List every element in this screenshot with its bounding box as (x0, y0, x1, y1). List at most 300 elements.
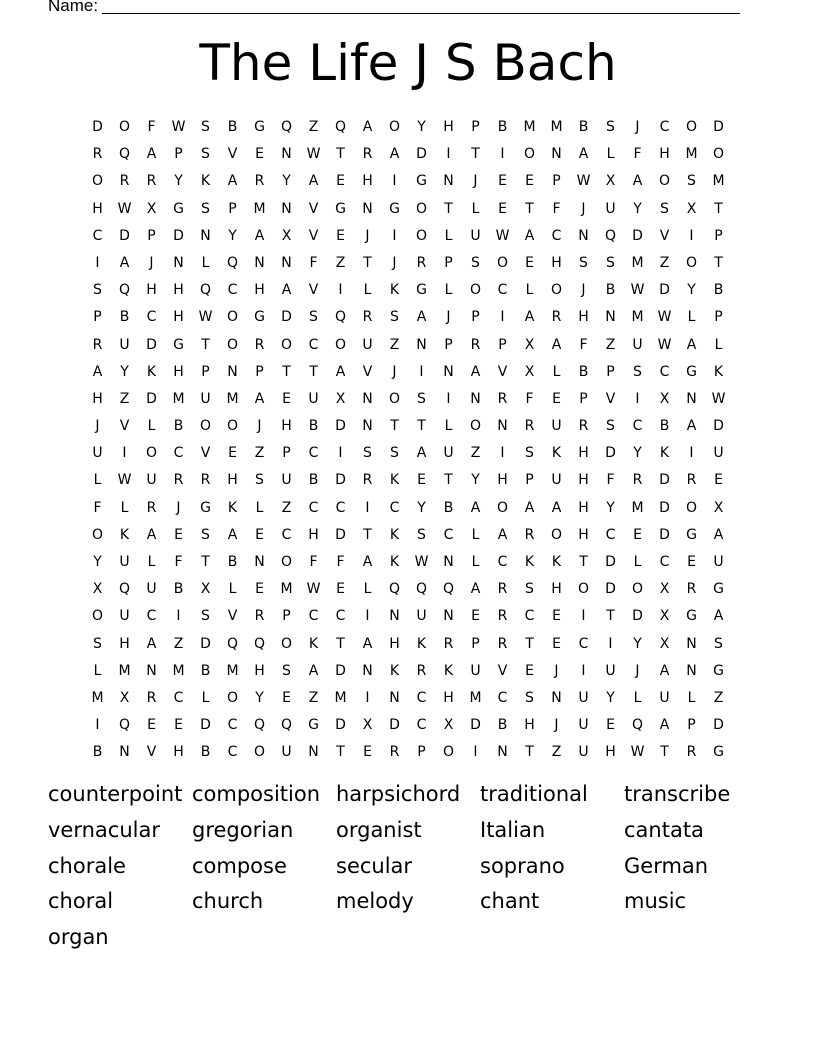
grid-letter: H (173, 363, 184, 380)
grid-letter: I (581, 662, 586, 679)
grid-letter: K (389, 472, 400, 489)
grid-letter: L (363, 282, 372, 299)
grid-letter: X (362, 717, 373, 734)
grid-letter: X (659, 608, 670, 625)
grid-letter: Z (119, 390, 130, 407)
grid-letter: Q (442, 581, 455, 598)
grid-letter: W (657, 336, 672, 353)
grid-letter: H (578, 526, 589, 543)
grid-letter: H (659, 146, 670, 163)
grid-letter: H (578, 472, 589, 489)
grid-letter: A (497, 526, 508, 543)
grid-letter: L (687, 689, 696, 706)
grid-letter: M (550, 119, 563, 135)
grid-letter: D (92, 119, 103, 135)
grid-letter: Z (173, 635, 184, 652)
grid-letter: C (308, 336, 319, 353)
grid-letter: X (659, 390, 670, 407)
grid-letter: H (524, 717, 535, 734)
grid-letter: K (389, 526, 400, 543)
grid-letter: E (714, 472, 723, 489)
grid-letter: P (498, 336, 507, 353)
grid-letter: V (227, 608, 238, 625)
grid-letter: O (496, 499, 509, 516)
grid-letter: A (524, 227, 535, 244)
grid-row (84, 440, 732, 467)
grid-letter: B (173, 418, 184, 435)
grid-letter: G (416, 173, 427, 190)
grid-letter: D (335, 717, 346, 734)
grid-letter: A (470, 581, 481, 598)
grid-letter: D (200, 635, 211, 652)
grid-letter: L (471, 554, 480, 570)
grid-letter: E (417, 472, 426, 489)
grid-letter: N (200, 227, 211, 244)
grid-letter: A (146, 146, 157, 163)
grid-letter: Q (388, 581, 401, 598)
grid-letter: C (92, 227, 103, 244)
grid-letter: L (363, 581, 372, 598)
grid-letter: J (554, 662, 559, 679)
grid-letter: H (119, 635, 130, 652)
grid-row (84, 304, 732, 331)
grid-letter: F (336, 554, 345, 570)
grid-letter: X (524, 336, 535, 353)
grid-letter: B (200, 744, 211, 761)
grid-letter: T (336, 744, 345, 761)
grid-letter: U (551, 418, 562, 435)
grid-letter: Q (199, 282, 212, 299)
grid-letter: O (226, 418, 239, 435)
grid-letter: R (497, 390, 508, 407)
grid-letter: P (417, 744, 426, 761)
grid-letter: L (525, 282, 534, 299)
grid-row (84, 359, 732, 386)
grid-letter: S (93, 635, 102, 652)
grid-letter: O (145, 445, 158, 462)
grid-letter: O (91, 173, 104, 190)
grid-letter: Q (334, 119, 347, 135)
grid-letter: O (685, 254, 698, 271)
grid-letter: S (606, 119, 615, 135)
grid-letter: J (554, 717, 559, 734)
grid-letter: X (200, 581, 211, 598)
word-list-item: transcribe (624, 782, 731, 806)
grid-letter: S (660, 200, 669, 217)
grid-letter: Q (118, 146, 131, 163)
grid-letter: X (119, 689, 130, 706)
grid-letter: H (578, 445, 589, 462)
grid-letter: G (389, 200, 400, 217)
grid-letter: M (280, 581, 293, 598)
grid-letter: N (416, 336, 427, 353)
grid-letter: X (524, 363, 535, 380)
grid-letter: O (91, 608, 104, 625)
grid-letter: I (473, 744, 478, 761)
grid-letter: A (686, 418, 697, 435)
grid-letter: K (551, 554, 562, 570)
grid-letter: P (606, 363, 615, 380)
grid-letter: Z (470, 445, 481, 462)
grid-letter: R (92, 146, 103, 163)
grid-letter: O (712, 146, 725, 163)
grid-letter: T (201, 336, 210, 353)
grid-letter: W (171, 119, 186, 135)
grid-letter: G (713, 744, 724, 761)
grid-letter: G (416, 282, 427, 299)
grid-letter: R (416, 662, 427, 679)
word-list-item: composition (192, 782, 321, 806)
grid-letter: D (281, 309, 292, 326)
name-field (48, 0, 740, 16)
grid-letter: W (117, 472, 132, 489)
grid-letter: D (605, 581, 616, 598)
grid-letter: A (632, 173, 643, 190)
grid-letter: X (92, 581, 103, 598)
grid-letter: T (471, 146, 480, 163)
grid-letter: K (146, 363, 157, 380)
grid-letter: U (551, 472, 562, 489)
grid-letter: A (335, 363, 346, 380)
grid-row (84, 168, 732, 195)
grid-letter: M (334, 689, 347, 706)
word-list-item: chorale (48, 853, 126, 878)
grid-letter: S (201, 608, 210, 625)
word-list-item: vernacular (48, 817, 160, 842)
grid-letter: O (415, 200, 428, 217)
grid-letter: X (659, 635, 670, 652)
grid-letter: S (714, 635, 723, 652)
grid-letter: R (362, 146, 373, 163)
grid-letter: C (659, 363, 670, 380)
grid-letter: F (309, 254, 318, 271)
grid-letter: E (552, 635, 561, 652)
grid-letter: B (227, 119, 238, 135)
grid-letter: S (525, 581, 534, 598)
grid-letter: Q (631, 717, 644, 734)
grid-letter: H (254, 662, 265, 679)
grid-letter: H (146, 282, 157, 299)
grid-letter: P (579, 390, 588, 407)
grid-letter: T (714, 200, 723, 217)
grid-letter: T (714, 254, 723, 271)
grid-letter: F (552, 200, 561, 217)
grid-letter: S (471, 254, 480, 271)
grid-letter: S (687, 173, 696, 190)
word-list-item: traditional (480, 782, 588, 806)
grid-letter: T (444, 200, 453, 217)
grid-letter: H (551, 581, 562, 598)
grid-letter: D (470, 717, 481, 734)
grid-letter: A (551, 336, 562, 353)
grid-letter: A (470, 499, 481, 516)
grid-letter: N (173, 254, 184, 271)
grid-letter: I (635, 390, 640, 407)
grid-row (84, 413, 732, 440)
grid-letter: R (254, 608, 265, 625)
grid-letter: L (255, 499, 264, 516)
grid-letter: C (659, 119, 670, 135)
grid-letter: N (281, 254, 292, 271)
grid-letter: C (389, 499, 400, 516)
grid-letter: E (255, 526, 264, 543)
grid-letter: C (497, 689, 508, 706)
grid-letter: P (471, 309, 480, 326)
grid-letter: L (147, 554, 156, 570)
grid-letter: N (551, 689, 562, 706)
grid-letter: S (201, 526, 210, 543)
grid-letter: I (392, 173, 397, 190)
grid-letter: X (335, 390, 346, 407)
grid-letter: S (633, 363, 642, 380)
grid-letter: H (281, 418, 292, 435)
grid-letter: K (308, 635, 319, 652)
grid-letter: Y (633, 635, 642, 652)
grid-letter: D (659, 499, 670, 516)
grid-letter: F (93, 499, 102, 516)
grid-letter: J (635, 662, 640, 679)
grid-letter: O (199, 418, 212, 435)
grid-letter: S (525, 445, 534, 462)
grid-letter: M (91, 689, 104, 706)
grid-letter: P (201, 363, 210, 380)
name-label: Name: (48, 0, 99, 15)
grid-letter: P (525, 472, 534, 489)
grid-letter: P (93, 309, 102, 326)
grid-letter: A (362, 554, 373, 570)
grid-letter: Z (281, 499, 292, 516)
grid-letter: I (338, 445, 343, 462)
grid-letter: I (500, 445, 505, 462)
word-list-item: secular (336, 853, 413, 878)
grid-letter: E (525, 173, 534, 190)
grid-letter: P (687, 717, 696, 734)
grid-letter: I (500, 146, 505, 163)
grid-letter: Y (93, 554, 102, 570)
grid-letter: D (200, 717, 211, 734)
grid-letter: S (525, 689, 534, 706)
grid-letter: Q (280, 717, 293, 734)
grid-letter: D (632, 608, 643, 625)
grid-letter: L (687, 309, 696, 326)
grid-letter: K (524, 554, 535, 570)
grid-letter: D (605, 445, 616, 462)
grid-letter: T (660, 744, 669, 761)
grid-letter: N (686, 390, 697, 407)
grid-letter: E (174, 717, 183, 734)
grid-letter: I (365, 608, 370, 625)
grid-letter: C (632, 418, 643, 435)
grid-letter: A (578, 146, 589, 163)
grid-letter: E (282, 390, 291, 407)
grid-letter: K (119, 526, 130, 543)
grid-letter: B (578, 363, 589, 380)
grid-row (84, 549, 732, 576)
page-title: The Life J S Bach (199, 34, 617, 92)
grid-letter: U (119, 336, 130, 353)
grid-letter: W (117, 200, 132, 217)
grid-letter: O (550, 282, 563, 299)
grid-letter: W (495, 227, 510, 244)
grid-letter: U (470, 662, 481, 679)
grid-letter: G (254, 309, 265, 326)
grid-letter: L (120, 499, 129, 516)
grid-letter: C (227, 282, 238, 299)
grid-letter: T (444, 472, 453, 489)
grid-letter: D (605, 554, 616, 570)
grid-letter: N (362, 390, 373, 407)
grid-letter: G (308, 717, 319, 734)
grid-letter: J (635, 119, 640, 135)
grid-letter: A (92, 363, 103, 380)
grid-letter: U (146, 581, 157, 598)
grid-letter: V (497, 363, 508, 380)
grid-letter: L (444, 418, 453, 435)
grid-letter: R (146, 689, 157, 706)
grid-letter: Q (226, 254, 239, 271)
grid-letter: I (419, 363, 424, 380)
grid-letter: Q (253, 717, 266, 734)
grid-letter: J (176, 499, 181, 516)
grid-letter: N (686, 635, 697, 652)
grid-letter: E (282, 689, 291, 706)
grid-letter: Y (417, 499, 426, 516)
grid-letter: R (119, 173, 130, 190)
grid-letter: S (309, 309, 318, 326)
grid-letter: P (552, 173, 561, 190)
grid-letter: U (605, 200, 616, 217)
grid-letter: U (578, 717, 589, 734)
grid-letter: P (471, 635, 480, 652)
grid-letter: G (686, 363, 697, 380)
word-list-item: church (192, 889, 264, 914)
grid-letter: M (631, 499, 644, 516)
grid-letter: A (389, 146, 400, 163)
grid-letter: O (280, 635, 293, 652)
grid-letter: P (282, 608, 291, 625)
grid-letter: R (551, 309, 562, 326)
grid-letter: J (392, 363, 397, 380)
grid-letter: N (362, 418, 373, 435)
grid-letter: S (417, 390, 426, 407)
grid-letter: J (95, 418, 100, 435)
grid-letter: G (173, 200, 184, 217)
grid-letter: H (308, 526, 319, 543)
grid-letter: U (281, 744, 292, 761)
grid-letter: O (280, 336, 293, 353)
grid-letter: J (581, 200, 586, 217)
grid-letter: H (578, 499, 589, 516)
grid-letter: B (308, 418, 319, 435)
grid-letter: C (524, 608, 535, 625)
grid-letter: T (606, 608, 615, 625)
grid-letter: W (576, 173, 591, 190)
grid-letter: A (524, 309, 535, 326)
grid-letter: U (281, 472, 292, 489)
grid-letter: A (362, 635, 373, 652)
grid-letter: H (497, 472, 508, 489)
grid-letter: Y (255, 689, 264, 706)
grid-letter: B (119, 309, 130, 326)
grid-letter: V (362, 363, 373, 380)
grid-letter: E (525, 254, 534, 271)
grid-letter: O (658, 173, 671, 190)
grid-letter: F (633, 146, 642, 163)
grid-row (84, 631, 732, 658)
grid-letter: R (686, 581, 697, 598)
grid-letter: E (336, 227, 345, 244)
grid-letter: N (146, 662, 157, 679)
grid-letter: R (362, 309, 373, 326)
grid-letter: U (200, 390, 211, 407)
grid-letter: Y (120, 363, 129, 380)
grid-row (84, 332, 732, 359)
grid-letter: U (578, 744, 589, 761)
grid-letter: U (578, 689, 589, 706)
grid-row (84, 712, 732, 739)
grid-letter: M (226, 662, 239, 679)
word-list-item: harpsichord (336, 782, 461, 806)
grid-letter: U (308, 390, 319, 407)
word-list-item: German (624, 853, 709, 878)
grid-letter: E (174, 526, 183, 543)
grid-letter: B (308, 472, 319, 489)
grid-letter: R (497, 635, 508, 652)
grid-letter: L (714, 336, 723, 353)
grid-letter: O (226, 309, 239, 326)
grid-letter: T (390, 418, 399, 435)
grid-letter: L (633, 554, 642, 570)
grid-letter: C (443, 526, 454, 543)
grid-row (84, 739, 732, 766)
grid-letter: F (606, 472, 615, 489)
grid-letter: P (714, 227, 723, 244)
grid-letter: D (659, 526, 670, 543)
grid-letter: S (606, 254, 615, 271)
grid-letter: R (524, 418, 535, 435)
grid-letter: N (389, 608, 400, 625)
grid-letter: O (496, 254, 509, 271)
grid-letter: H (92, 200, 103, 217)
grid-letter: C (227, 744, 238, 761)
grid-letter: C (146, 608, 157, 625)
grid-letter: I (365, 499, 370, 516)
grid-letter: I (95, 254, 100, 271)
grid-letter: L (147, 418, 156, 435)
grid-row (84, 250, 732, 277)
grid-letter: A (470, 363, 481, 380)
grid-letter: N (254, 554, 265, 570)
grid-letter: X (713, 499, 724, 516)
grid-letter: I (689, 227, 694, 244)
grid-letter: S (606, 418, 615, 435)
grid-row (84, 576, 732, 603)
grid-letter: T (417, 418, 426, 435)
grid-letter: E (471, 608, 480, 625)
grid-letter: P (147, 227, 156, 244)
grid-letter: K (200, 173, 211, 190)
word-list-item: compose (192, 853, 287, 878)
grid-letter: K (443, 662, 454, 679)
grid-letter: U (470, 227, 481, 244)
grid-letter: I (581, 608, 586, 625)
grid-letter: U (713, 445, 724, 462)
grid-letter: R (686, 744, 697, 761)
grid-letter: E (336, 173, 345, 190)
grid-letter: R (632, 472, 643, 489)
grid-letter: Y (687, 282, 696, 299)
grid-letter: A (416, 445, 427, 462)
